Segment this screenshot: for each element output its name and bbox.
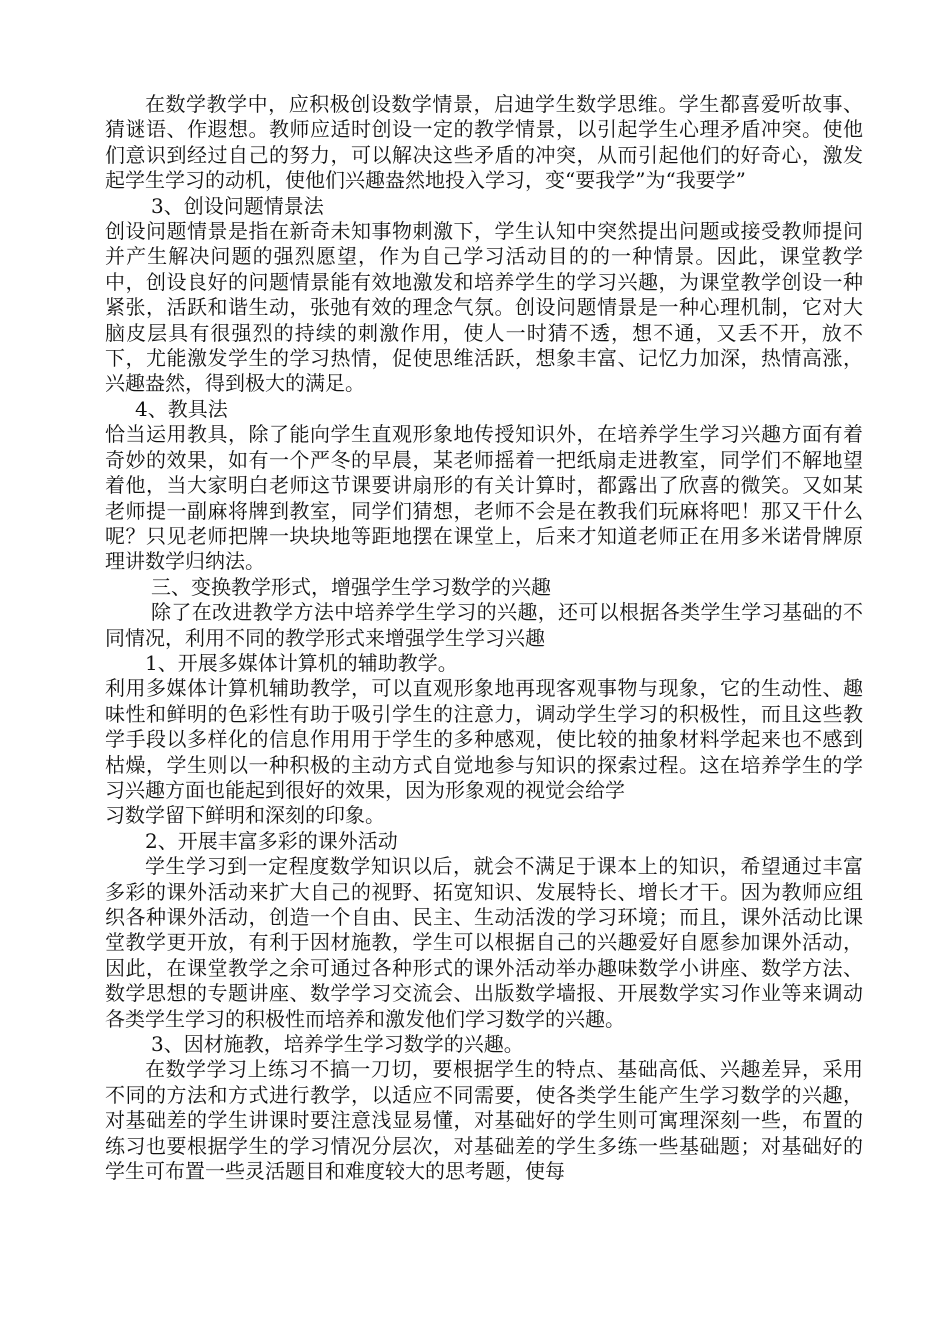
- heading-teaching-aids: 4、教具法: [135, 396, 228, 421]
- paragraph-teaching-aids: 恰当运用教具，除了能向学生直观形象地传授知识外，在培养学生学习兴趣方面有着奇妙的效果，如有一个严冬的早晨，某老师摇着一把纸扇走进教室，同学们不解地望着他，当大家明白老师这节课要讲扇形的有关计算时，都露出了欣喜的微笑。又如某老师提一副麻将牌到教室，同学们猜想，老师不会是在教我们玩麻将吧！那又干什么呢？只见老师把牌一块块地等距地摆在课堂上，后来才知道老师正在用多米诺骨牌原理讲数学归纳法。: [105, 422, 863, 574]
- paragraph-section-three: 除了在改进教学方法中培养学生学习的兴趣，还可以根据各类学生学习基础的不同情况，利用不同的教学形式来增强学生学习兴趣: [105, 600, 863, 650]
- heading-problem-scenario: 3、创设问题情景法: [151, 193, 324, 218]
- paragraph-intro: 在数学教学中，应积极创设数学情景，启迪学生数学思维。学生都喜爱听故事、猜谜语、作遐想。教师应适时创设一定的教学情景，以引起学生心理矛盾冲突。使他们意识到经过自己的努力，可以解决这些矛盾的冲突，从而引起他们的好奇心，激发起学生学习的动机，使他们兴趣盎然地投入学习，变“要我学”为“我要学”: [105, 92, 863, 193]
- heading-individualized: 3、因材施教，培养学生学习数学的兴趣。: [151, 1032, 524, 1057]
- paragraph-problem-scenario: 创设问题情景是指在新奇未知事物刺激下，学生认知中突然提出问题或接受教师提问并产生解决问题的强烈愿望，作为自己学习活动目的的一种情景。因此，课堂教学中，创设良好的问题情景能有效地激发和培养学生的学习兴趣，为课堂教学创设一种紧张，活跃和谐生动，张弛有效的理念气氛。创设问题情景是一种心理机制，它对大脑皮层具有很强烈的持续的刺激作用，使人一时猜不透，想不通，又丢不开，放不下，尤能激发学生的学习热情，促使思维活跃，想象丰富、记忆力加深，热情高涨，兴趣盎然，得到极大的满足。: [105, 219, 863, 396]
- heading-section-three: 三、变换教学形式，增强学生学习数学的兴趣: [151, 574, 551, 599]
- heading-extracurricular: 2、开展丰富多彩的课外活动: [145, 828, 398, 853]
- paragraph-multimedia-continued: 习数学留下鲜明和深刻的印象。: [105, 803, 385, 828]
- paragraph-multimedia: 利用多媒体计算机辅助教学，可以直观形象地再现客观事物与现象，它的生动性、趣味性和鲜明的色彩性有助于吸引学生的注意力，调动学生学习的积极性，而且这些教学手段以多样化的信息作用用于学生的多种感观，使比较的抽象材料学起来也不感到枯燥，学生则以一种积极的主动方式自觉地参与知识的探索过程。这在培养学生的学习兴趣方面也能起到很好的效果，因为形象观的视觉会给学: [105, 676, 863, 802]
- heading-multimedia: 1、开展多媒体计算机的辅助教学。: [145, 650, 458, 675]
- paragraph-extracurricular: 学生学习到一定程度数学知识以后，就会不满足于课本上的知识，希望通过丰富多彩的课外活动来扩大自己的视野、拓宽知识、发展特长、增长才干。因为教师应组织各种课外活动，创造一个自由、民主、生动活泼的学习环境；而且，课外活动比课堂教学更开放，有利于因材施教，学生可以根据自己的兴趣爱好自愿参加课外活动，因此，在课堂教学之余可通过各种形式的课外活动举办趣味数学小讲座、数学方法、数学思想的专题讲座、数学学习交流会、出版数学墙报、开展数学实习作业等来调动各类学生学习的积极性而培养和激发他们学习数学的兴趣。: [105, 854, 863, 1031]
- paragraph-individualized: 在数学学习上练习不搞一刀切，要根据学生的特点、基础高低、兴趣差异，采用不同的方法和方式进行教学，以适应不同需要，使各类学生能产生学习数学的兴趣，对基础差的学生讲课时要注意浅显易懂，对基础好的学生则可寓理深刻一些，布置的练习也要根据学生的学习情况分层次，对基础差的学生多练一些基础题；对基础好的学生可布置一些灵活题目和难度较大的思考题，使每: [105, 1057, 863, 1184]
- document-page: [105, 92, 863, 1184]
